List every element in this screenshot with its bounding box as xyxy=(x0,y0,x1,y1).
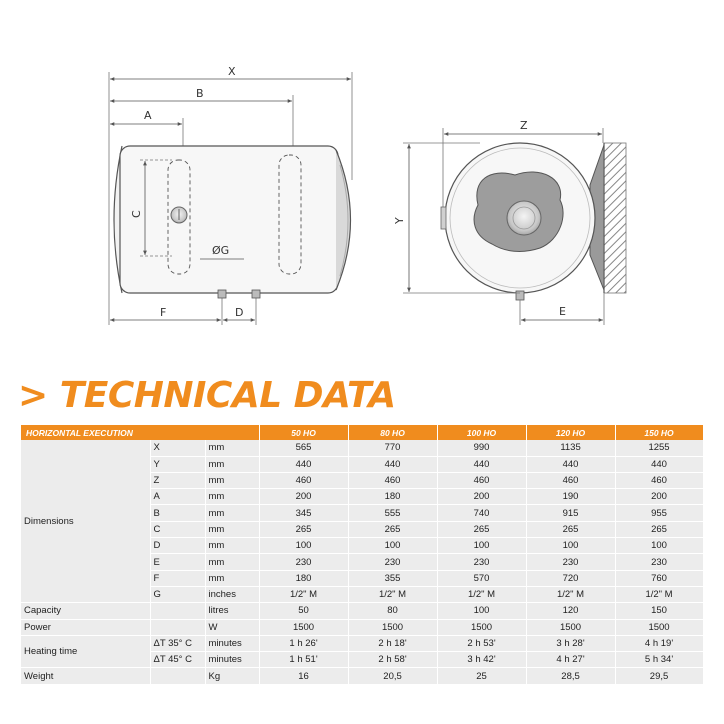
cell-value: 460 xyxy=(437,472,526,488)
cell-value: 230 xyxy=(437,554,526,570)
table-row xyxy=(21,635,703,651)
cell-value: 740 xyxy=(437,505,526,521)
cell-value: 100 xyxy=(259,538,348,554)
cell-value: 80 xyxy=(348,603,437,619)
technical-data-table xyxy=(21,425,704,685)
cell-value: 460 xyxy=(348,472,437,488)
row-unit: mm xyxy=(205,440,259,456)
cell-value: 1500 xyxy=(526,619,615,635)
cell-value: 4 h 19' xyxy=(615,635,703,651)
cell-value: 2 h 18' xyxy=(348,635,437,651)
cell-value: 345 xyxy=(259,505,348,521)
row-unit: mm xyxy=(205,570,259,586)
header-model: 80 HO xyxy=(348,425,437,440)
dim-z-label: Z xyxy=(520,119,528,132)
row-unit: mm xyxy=(205,521,259,537)
pipe-outlet xyxy=(252,290,260,298)
row-symbol xyxy=(150,603,205,619)
row-symbol: B xyxy=(150,505,205,521)
row-unit: mm xyxy=(205,456,259,472)
cell-value: 1500 xyxy=(437,619,526,635)
cell-value: 100 xyxy=(348,538,437,554)
cell-value: 1/2" M xyxy=(437,586,526,602)
wall xyxy=(604,143,626,293)
dim-f-label: F xyxy=(160,306,167,319)
cell-value: 460 xyxy=(526,472,615,488)
cell-value: 150 xyxy=(615,603,703,619)
cell-value: 1/2" M xyxy=(348,586,437,602)
header-model: 100 HO xyxy=(437,425,526,440)
cell-value: 440 xyxy=(348,456,437,472)
cell-value: 720 xyxy=(526,570,615,586)
dim-c-label: C xyxy=(130,210,143,218)
row-unit: mm xyxy=(205,538,259,554)
header-model: 50 HO xyxy=(259,425,348,440)
cell-value: 1255 xyxy=(615,440,703,456)
row-unit: mm xyxy=(205,554,259,570)
cell-value: 760 xyxy=(615,570,703,586)
cell-value: 180 xyxy=(259,570,348,586)
row-symbol: X xyxy=(150,440,205,456)
cell-value: 1/2" M xyxy=(259,586,348,602)
table-row xyxy=(21,603,703,619)
cell-value: 1/2" M xyxy=(615,586,703,602)
cell-value: 265 xyxy=(615,521,703,537)
cell-value: 20,5 xyxy=(348,668,437,684)
table-row xyxy=(21,619,703,635)
cell-value: 770 xyxy=(348,440,437,456)
row-unit: Kg xyxy=(205,668,259,684)
row-symbol xyxy=(150,668,205,684)
cell-value: 230 xyxy=(259,554,348,570)
cell-value: 1/2" M xyxy=(526,586,615,602)
cell-value: 570 xyxy=(437,570,526,586)
section-heading xyxy=(18,372,396,418)
header-model: 150 HO xyxy=(615,425,703,440)
row-symbol: E xyxy=(150,554,205,570)
cell-value: 25 xyxy=(437,668,526,684)
table-body xyxy=(21,440,703,684)
row-symbol: D xyxy=(150,538,205,554)
header-model: 120 HO xyxy=(526,425,615,440)
row-symbol xyxy=(150,619,205,635)
row-group-label: Capacity xyxy=(21,603,150,619)
row-unit: minutes xyxy=(205,652,259,668)
cell-value: 180 xyxy=(348,489,437,505)
side-view xyxy=(109,65,352,325)
cell-value: 265 xyxy=(259,521,348,537)
cell-value: 1500 xyxy=(348,619,437,635)
dim-y-label: Y xyxy=(393,217,406,224)
cell-value: 955 xyxy=(615,505,703,521)
cell-value: 265 xyxy=(348,521,437,537)
cell-value: 440 xyxy=(437,456,526,472)
row-symbol: ΔT 35° C xyxy=(150,635,205,651)
cell-value: 230 xyxy=(526,554,615,570)
row-unit: inches xyxy=(205,586,259,602)
cell-value: 16 xyxy=(259,668,348,684)
dim-x-label: X xyxy=(228,65,236,78)
dim-d-label: D xyxy=(235,306,244,319)
cell-value: 28,5 xyxy=(526,668,615,684)
row-unit: mm xyxy=(205,472,259,488)
row-unit: mm xyxy=(205,489,259,505)
cell-value: 3 h 42' xyxy=(437,652,526,668)
row-symbol: A xyxy=(150,489,205,505)
cell-value: 1 h 51' xyxy=(259,652,348,668)
row-symbol: F xyxy=(150,570,205,586)
cell-value: 100 xyxy=(437,603,526,619)
cell-value: 355 xyxy=(348,570,437,586)
cell-value: 230 xyxy=(615,554,703,570)
cell-value: 2 h 58' xyxy=(348,652,437,668)
cell-value: 4 h 27' xyxy=(526,652,615,668)
cell-value: 120 xyxy=(526,603,615,619)
header-execution: HORIZONTAL EXECUTION xyxy=(21,425,259,440)
row-unit: mm xyxy=(205,505,259,521)
cell-value: 200 xyxy=(259,489,348,505)
row-symbol: G xyxy=(150,586,205,602)
pipe-inlet xyxy=(218,290,226,298)
front-view xyxy=(393,119,626,325)
row-group-label: Dimensions xyxy=(21,440,150,602)
table-header-row xyxy=(21,425,703,440)
cell-value: 555 xyxy=(348,505,437,521)
cell-value: 200 xyxy=(437,489,526,505)
row-unit: litres xyxy=(205,603,259,619)
cell-value: 100 xyxy=(437,538,526,554)
cell-value: 2 h 53' xyxy=(437,635,526,651)
cell-value: 100 xyxy=(615,538,703,554)
tank-body xyxy=(120,146,338,293)
dim-a-label: A xyxy=(144,109,152,122)
row-unit: W xyxy=(205,619,259,635)
cell-value: 5 h 34' xyxy=(615,652,703,668)
dim-g-label: ØG xyxy=(212,244,230,257)
cell-value: 1500 xyxy=(259,619,348,635)
row-group-label: Heating time xyxy=(21,635,150,668)
table-row xyxy=(21,440,703,456)
cell-value: 440 xyxy=(526,456,615,472)
cell-value: 440 xyxy=(615,456,703,472)
dim-e-label: E xyxy=(559,305,566,318)
cell-value: 200 xyxy=(615,489,703,505)
row-symbol: Y xyxy=(150,456,205,472)
cell-value: 1500 xyxy=(615,619,703,635)
cell-value: 565 xyxy=(259,440,348,456)
section-title: > TECHNICAL DATA xyxy=(18,374,396,416)
pipe-bottom xyxy=(516,291,524,300)
cell-value: 3 h 28' xyxy=(526,635,615,651)
cell-value: 230 xyxy=(348,554,437,570)
cell-value: 190 xyxy=(526,489,615,505)
dim-b-label: B xyxy=(196,87,204,100)
row-symbol: Z xyxy=(150,472,205,488)
row-group-label: Power xyxy=(21,619,150,635)
thermostat-knob xyxy=(507,201,541,235)
cell-value: 1 h 26' xyxy=(259,635,348,651)
cell-value: 265 xyxy=(437,521,526,537)
cell-value: 460 xyxy=(615,472,703,488)
row-symbol: C xyxy=(150,521,205,537)
cell-value: 100 xyxy=(526,538,615,554)
cell-value: 265 xyxy=(526,521,615,537)
cell-value: 460 xyxy=(259,472,348,488)
cell-value: 440 xyxy=(259,456,348,472)
cell-value: 29,5 xyxy=(615,668,703,684)
table-row xyxy=(21,668,703,684)
cell-value: 990 xyxy=(437,440,526,456)
cell-value: 1135 xyxy=(526,440,615,456)
row-symbol: ΔT 45° C xyxy=(150,652,205,668)
row-unit: minutes xyxy=(205,635,259,651)
cell-value: 50 xyxy=(259,603,348,619)
row-group-label: Weight xyxy=(21,668,150,684)
cell-value: 915 xyxy=(526,505,615,521)
